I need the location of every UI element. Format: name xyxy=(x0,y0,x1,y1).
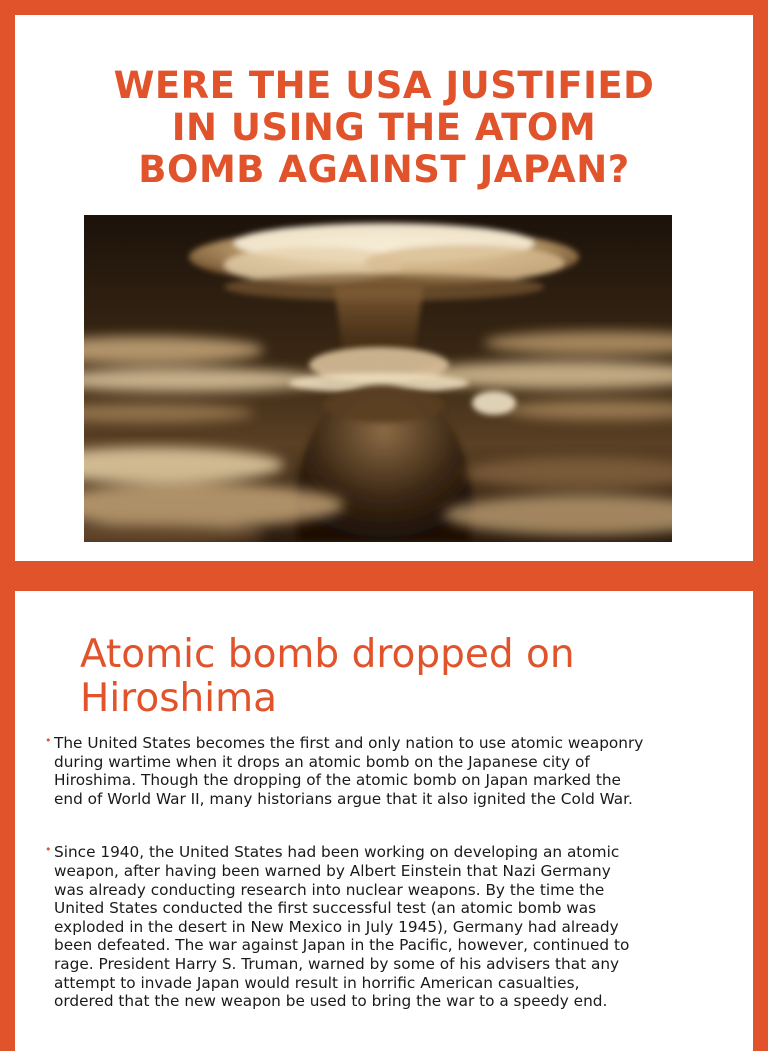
bullet-text-line: Hiroshima. Though the dropping of the atomic bomb on Japan marked the xyxy=(54,771,621,790)
bullet-text-line: The United States becomes the first and only nation to use atomic weaponry xyxy=(54,734,644,752)
slide-1-title-line: BOMB AGAINST JAPAN? xyxy=(138,148,630,191)
bullet-text-line: been defeated. The war against Japan in the Pacific, however, continued to xyxy=(54,936,630,955)
bullet-text-line: attempt to invade Japan would result in horrific American casualties, xyxy=(54,973,580,992)
bullet-dot-icon: • xyxy=(45,843,52,857)
bullet-text-line: Since 1940, the United States had been working on developing an atomic xyxy=(54,843,620,862)
slide-1-title xyxy=(15,65,753,191)
slide-1 xyxy=(15,15,753,561)
slide-1-title-line: WERE THE USA JUSTIFIED xyxy=(113,64,655,107)
slide-1-title-line: IN USING THE ATOM xyxy=(171,106,597,149)
bullet-text-line: end of World War II, many historians argue that it also ignited the Cold War. xyxy=(54,789,633,808)
mushroom-cloud-photo xyxy=(84,215,672,542)
bullet-text-line: exploded in the desert in New Mexico in July 1945), Germany had already xyxy=(54,917,619,936)
bullet-text-line: was already conducting research into nuclear weapons. By the time the xyxy=(54,880,605,899)
slide-2-title-line: Hiroshima xyxy=(80,676,277,721)
bullet-text-line: ordered that the new weapon be used to bring the war to a speedy end. xyxy=(54,992,608,1011)
bullet-text-line: United States conducted the first successful test (an atomic bomb was xyxy=(54,899,597,918)
slide-2 xyxy=(15,591,753,1051)
bullet-item xyxy=(45,843,735,1010)
bullet-text-line: weapon, after having been warned by Albert Einstein that Nazi Germany xyxy=(54,861,611,880)
bullet-item xyxy=(45,734,735,808)
bullet-text-line: during wartime when it drops an atomic bomb on the Japanese city of xyxy=(54,752,590,771)
bullet-dot-icon: • xyxy=(45,734,52,747)
slide-2-title-line: Atomic bomb dropped on xyxy=(80,632,575,677)
slide-2-title xyxy=(80,633,575,721)
bullet-text-line: rage. President Harry S. Truman, warned by some of his advisers that any xyxy=(54,954,620,973)
bullet-list xyxy=(45,734,735,1011)
